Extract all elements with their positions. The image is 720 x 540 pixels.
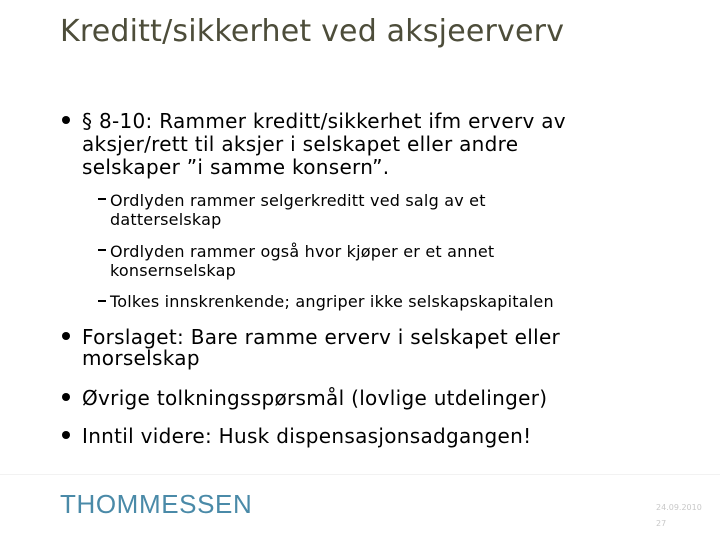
- company-logo: THOMMESSEN: [60, 489, 253, 519]
- sub-bullet-1-line-2: datterselskap: [110, 210, 222, 229]
- sub-bullet-marker: [98, 300, 106, 302]
- page-number: 27: [656, 519, 667, 528]
- bullet-marker: [62, 116, 70, 124]
- sub-bullet-marker: [98, 198, 106, 200]
- bullet-1-line-2: aksjer/rett til aksjer i selskapet eller andre: [82, 132, 519, 156]
- sub-bullet-3-line-1: Tolkes innskrenkende; angriper ikke selskapskapitalen: [110, 292, 554, 311]
- sub-bullet-marker: [98, 249, 106, 251]
- sub-bullet-2-line-1: Ordlyden rammer også hvor kjøper er et annet: [110, 242, 495, 261]
- bullet-1-line-1: § 8-10: Rammer kreditt/sikkerhet ifm erverv av: [82, 109, 566, 133]
- slide-title: Kreditt/sikkerhet ved aksjeerverv: [60, 14, 565, 49]
- footer-divider: [0, 474, 720, 475]
- bullet-marker: [62, 431, 70, 439]
- bullet-1-line-3: selskaper ”i samme konsern”.: [82, 155, 390, 179]
- bullet-marker: [62, 332, 70, 340]
- bullet-2-line-1: Forslaget: Bare ramme erverv i selskapet eller: [82, 325, 561, 349]
- sub-bullet-2-line-2: konsernselskap: [110, 261, 236, 280]
- sub-bullet-1-line-1: Ordlyden rammer selgerkreditt ved salg av et: [110, 191, 486, 210]
- bullet-marker: [62, 393, 70, 401]
- bullet-2-line-2: morselskap: [82, 346, 200, 370]
- bullet-3-line-1: Øvrige tolkningsspørsmål (lovlige utdelinger): [82, 386, 548, 410]
- bullet-4-line-1: Inntil videre: Husk dispensasjonsadgangen!: [82, 424, 532, 448]
- footer-date: 24.09.2010: [656, 503, 702, 512]
